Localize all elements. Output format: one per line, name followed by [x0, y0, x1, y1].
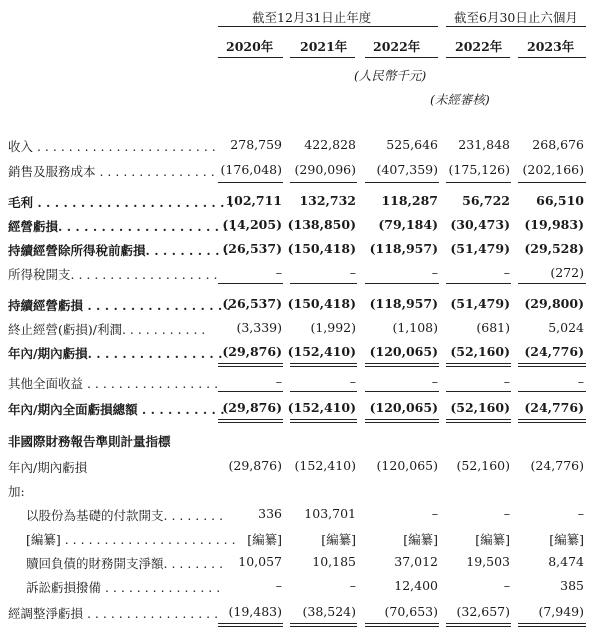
- value-rule: [365, 422, 439, 423]
- year-rule-2020: [218, 57, 283, 58]
- value-rule: [365, 366, 439, 367]
- value-rule: [290, 419, 357, 420]
- year-header-2022: 2022年: [373, 39, 421, 54]
- value-rule: [518, 363, 586, 364]
- row-value: (70,653): [384, 604, 438, 619]
- row-value: (118,957): [369, 296, 438, 311]
- value-rule: [290, 283, 357, 284]
- row-value: 12,400: [394, 578, 438, 593]
- row-value: 268,676: [532, 137, 584, 152]
- value-rule: [365, 182, 439, 183]
- row-value: 336: [258, 506, 282, 521]
- row-label: 年內/期內全面虧損總額 . . . . . . . . . .: [8, 402, 225, 417]
- row-value: 525,646: [386, 137, 438, 152]
- row-value: –: [577, 374, 584, 389]
- row-value: (24,776): [530, 458, 584, 473]
- year-header-2020: 2020年: [226, 39, 274, 54]
- half-year-group-header: 截至6月30日止六個月: [454, 10, 578, 25]
- row-value: (7,949): [538, 604, 584, 619]
- row-value: (3,339): [236, 320, 282, 335]
- value-rule: [218, 391, 283, 392]
- row-value: (52,160): [450, 400, 510, 415]
- value-rule: [290, 623, 357, 624]
- row-label: 非國際財務報告準則計量指標: [8, 434, 171, 449]
- row-value: 10,057: [238, 554, 282, 569]
- row-value: –: [503, 374, 510, 389]
- value-rule: [218, 182, 283, 183]
- row-value: 422,828: [304, 137, 356, 152]
- row-value: –: [349, 578, 356, 593]
- value-rule: [218, 363, 283, 364]
- row-value: 385: [560, 578, 584, 593]
- half-year-group-rule: [446, 26, 586, 27]
- unaudited-label: (未經審核): [430, 92, 490, 107]
- value-rule: [446, 182, 511, 183]
- value-rule: [218, 623, 283, 624]
- value-rule: [290, 626, 357, 627]
- value-rule: [518, 419, 586, 420]
- value-rule: [518, 391, 586, 392]
- row-value: 103,701: [304, 506, 356, 521]
- value-rule: [218, 422, 283, 423]
- row-value: (26,537): [222, 241, 282, 256]
- value-rule: [446, 366, 511, 367]
- row-value: –: [349, 265, 356, 280]
- row-value: (24,776): [524, 344, 584, 359]
- half-header-2023: 2023年: [527, 39, 575, 54]
- row-value: –: [349, 374, 356, 389]
- row-value: (407,359): [376, 162, 438, 177]
- row-label: 經調整淨虧損 . . . . . . . . . . . . . . . . .: [8, 606, 219, 621]
- value-rule: [446, 626, 511, 627]
- row-label: 年內/期內虧損. . . . . . . . . . . . . . . .: [8, 346, 223, 361]
- row-value: (681): [476, 320, 510, 335]
- row-value: 231,848: [458, 137, 510, 152]
- row-value: (29,876): [222, 400, 282, 415]
- row-value: (150,418): [287, 241, 356, 256]
- row-value: 10,185: [312, 554, 356, 569]
- row-value: –: [275, 374, 282, 389]
- row-value: (138,850): [287, 217, 356, 232]
- row-value: –: [503, 506, 510, 521]
- value-rule: [218, 366, 283, 367]
- row-value: (1,108): [392, 320, 438, 335]
- row-value: (26,537): [222, 296, 282, 311]
- row-label: 以股份為基礎的付款開支. . . . . . . .: [26, 508, 224, 523]
- row-value: (152,410): [287, 400, 356, 415]
- row-label: 經營虧損. . . . . . . . . . . . . . . . . . . . .: [8, 219, 237, 234]
- row-value: (51,479): [450, 296, 510, 311]
- row-label: 持續經營除所得稅前虧損. . . . . . . . . .: [8, 243, 229, 258]
- value-rule: [218, 419, 283, 420]
- year-rule-2022: [365, 57, 438, 58]
- row-value: (79,184): [378, 217, 438, 232]
- row-value: 8,474: [548, 554, 584, 569]
- row-label: 所得稅開支. . . . . . . . . . . . . . . . . . .: [8, 267, 218, 282]
- year-rule-2021: [290, 57, 355, 58]
- row-value: (38,524): [302, 604, 356, 619]
- row-value: 118,287: [381, 193, 438, 208]
- row-label: 贖回負債的財務開支淨額. . . . . . . .: [26, 556, 224, 571]
- row-label: 毛利 . . . . . . . . . . . . . . . . . . . . . . .: [8, 195, 234, 210]
- value-rule: [518, 283, 586, 284]
- row-label: [編纂] . . . . . . . . . . . . . . . . . . . . . .: [26, 532, 236, 547]
- row-value: (120,065): [369, 400, 438, 415]
- value-rule: [446, 422, 511, 423]
- value-rule: [518, 623, 586, 624]
- currency-unit-label: (人民幣千元): [354, 68, 427, 83]
- value-rule: [290, 366, 357, 367]
- value-rule: [518, 366, 586, 367]
- value-rule: [365, 623, 439, 624]
- row-value: (29,800): [524, 296, 584, 311]
- row-value: (24,776): [524, 400, 584, 415]
- fiscal-year-group-rule: [218, 26, 438, 27]
- row-value: (1,992): [310, 320, 356, 335]
- row-value: 5,024: [548, 320, 584, 335]
- row-value: 132,732: [299, 193, 356, 208]
- row-value: (52,160): [456, 458, 510, 473]
- row-value: (19,483): [228, 604, 282, 619]
- row-value: –: [577, 506, 584, 521]
- row-label: 收入 . . . . . . . . . . . . . . . . . . . . . . .: [8, 139, 216, 154]
- row-label: 持續經營虧損 . . . . . . . . . . . . . . . . .: [8, 298, 231, 313]
- value-rule: [365, 391, 439, 392]
- row-value: (52,160): [450, 344, 510, 359]
- fiscal-year-group-header: 截至12月31日止年度: [252, 10, 372, 25]
- row-value: –: [431, 506, 438, 521]
- row-value: (176,048): [220, 162, 282, 177]
- row-value: –: [275, 265, 282, 280]
- row-value: (152,410): [287, 344, 356, 359]
- value-rule: [518, 626, 586, 627]
- value-rule: [290, 182, 357, 183]
- row-value: 56,722: [462, 193, 510, 208]
- half-header-2022: 2022年: [455, 39, 503, 54]
- row-value: 37,012: [394, 554, 438, 569]
- value-rule: [290, 363, 357, 364]
- value-rule: [518, 182, 586, 183]
- row-value: 19,503: [466, 554, 510, 569]
- row-value: (120,065): [376, 458, 438, 473]
- row-value: [編纂]: [247, 532, 282, 547]
- row-value: (118,957): [369, 241, 438, 256]
- row-label: 其他全面收益 . . . . . . . . . . . . . . . . .: [8, 376, 219, 391]
- row-value: (175,126): [448, 162, 510, 177]
- value-rule: [290, 422, 357, 423]
- value-rule: [365, 283, 439, 284]
- row-value: –: [431, 374, 438, 389]
- row-label: 終止經營(虧損)/利潤. . . . . . . . . . .: [8, 322, 206, 337]
- value-rule: [446, 419, 511, 420]
- row-label: 銷售及服務成本 . . . . . . . . . . . . . . .: [8, 164, 215, 179]
- row-label: 加:: [8, 484, 25, 499]
- row-value: –: [503, 578, 510, 593]
- row-label: 訴訟虧損撥備 . . . . . . . . . . . . . . .: [26, 580, 221, 595]
- value-rule: [365, 419, 439, 420]
- half-rule-2023: [518, 57, 586, 58]
- row-value: 102,711: [225, 193, 282, 208]
- value-rule: [446, 391, 511, 392]
- row-value: –: [275, 578, 282, 593]
- row-value: (19,983): [524, 217, 584, 232]
- row-value: (32,657): [456, 604, 510, 619]
- value-rule: [365, 626, 439, 627]
- row-value: (14,205): [222, 217, 282, 232]
- row-value: (150,418): [287, 296, 356, 311]
- value-rule: [365, 363, 439, 364]
- row-value: –: [503, 265, 510, 280]
- value-rule: [446, 363, 511, 364]
- value-rule: [446, 283, 511, 284]
- row-value: 278,759: [230, 137, 282, 152]
- row-value: [編纂]: [475, 532, 510, 547]
- year-header-2021: 2021年: [300, 39, 348, 54]
- half-rule-2022: [446, 57, 510, 58]
- row-value: (290,096): [294, 162, 356, 177]
- value-rule: [290, 391, 357, 392]
- value-rule: [518, 422, 586, 423]
- row-value: (29,876): [228, 458, 282, 473]
- row-value: (202,166): [522, 162, 584, 177]
- row-value: [編纂]: [549, 532, 584, 547]
- row-value: (51,479): [450, 241, 510, 256]
- row-value: (29,876): [222, 344, 282, 359]
- row-value: [編纂]: [321, 532, 356, 547]
- row-value: (30,473): [450, 217, 510, 232]
- value-rule: [218, 626, 283, 627]
- value-rule: [218, 283, 283, 284]
- row-label: 年內/期內虧損: [8, 460, 88, 475]
- row-value: (120,065): [369, 344, 438, 359]
- value-rule: [446, 623, 511, 624]
- row-value: –: [431, 265, 438, 280]
- row-value: (29,528): [524, 241, 584, 256]
- row-value: [編纂]: [403, 532, 438, 547]
- row-value: 66,510: [536, 193, 584, 208]
- row-value: (272): [550, 265, 584, 280]
- row-value: (152,410): [294, 458, 356, 473]
